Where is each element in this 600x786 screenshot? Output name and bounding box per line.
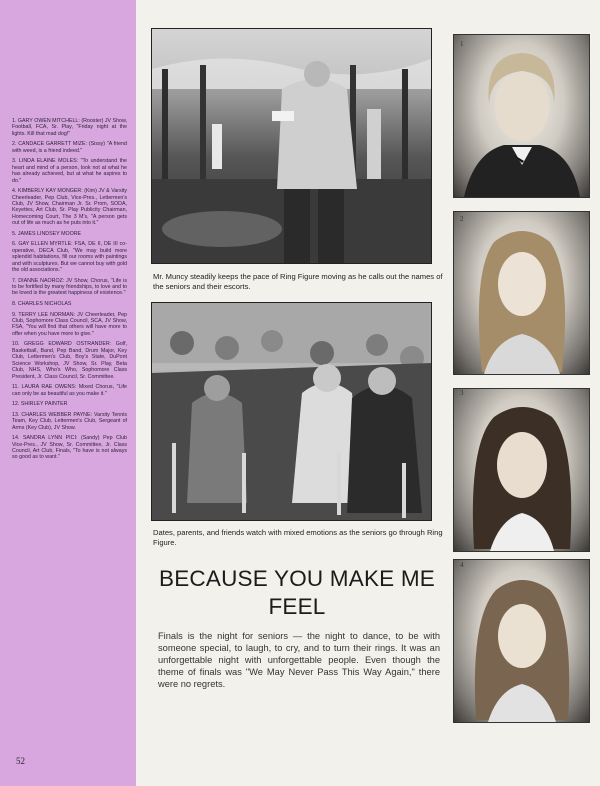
portrait-number: 3	[460, 389, 464, 397]
audience-photo	[151, 302, 432, 521]
bio-entry: 11. LAURA RAE OWENS: Mixed Chorus, "Life can only be as beautiful as you make it."	[12, 384, 127, 397]
page-number: 52	[16, 756, 25, 766]
bio-entry: 6. GAY ELLEN MYRTLE: FSA, DE II, DE III co-operative, DECA Club, "We may build more splendid habitations, fill our rooms with paintings and with sculptures. But we cannot buy with gold the old associations."	[12, 241, 127, 274]
photo-2-caption: Dates, parents, and friends watch with mixed emotions as the seniors go through Ring Figure.	[153, 528, 443, 547]
bio-entry: 3. LINDA ELAINE MOLES: "To understand the heart and mind of a person, look not at what he has already achieved, but at what he aspires to do."	[12, 158, 127, 184]
article-body: Finals is the night for seniors — the night to dance, to be with someone special, to laugh, to cry, and to turn their rings. It was an unforgettable night with unforgettable people. Even though the theme of finals was "We May Never Pass This Way Again," there were no regrets.	[158, 631, 440, 689]
bio-entry: 2. CANDACE GARRETT MIZE: (Sissy) "A friend with weed, is a friend indeed."	[12, 141, 127, 154]
bio-entry: 7. DIANNE NAOROZ: JV Show, Chorus, "Life is to be fortified by many friendships, to love and to be loved is the greatest happiness of existence."	[12, 277, 127, 297]
bio-entry: 8. CHARLES NICHOLAS	[12, 301, 72, 308]
portrait-number: 2	[460, 215, 464, 223]
portrait-number: 4	[460, 561, 464, 569]
page-headline	[152, 565, 442, 621]
bio-entry: 9. TERRY LEE NORMAN: JV Cheerleader, Pep Club, Sophomore Class Council, SCA, JV Show, FSA, "You will find that others will have more to offer when you have more to give."	[12, 311, 127, 337]
bio-entry: 10. GREGG EDWARD OSTRANDER: Golf, Basketball, Band, Pep Band, Drum Major, Key Club, Lettermen's Club, Boy's State, DuPont Science Workshop, JV Show, Sr. Play, Beta Club, NHS, Who's Who, Sophomore Class President, Jr. Class Council, Sr. Committee.	[12, 341, 127, 380]
bio-entry: 4. KIMBERLY KAY MONGER: (Kim) JV & Varsity Cheerleader, Pep Club, Vice-Pres., Lettermen's Club, JV Show, Chairman Jr. Sr. Prom, SODA, Keyettes, Art Club, Sr. Play Publicity Chairman, Homecoming Court, The 3 M's, "A person gets out of life as much as he puts into it."	[12, 188, 127, 227]
bio-entry: 5. JAMES LINDSEY MOORE	[12, 230, 82, 237]
headline-line-2: FEEL	[268, 594, 326, 619]
senior-portrait	[453, 559, 590, 723]
senior-bios	[12, 118, 127, 465]
ring-figure-announcer-photo	[151, 28, 432, 264]
senior-portrait	[453, 211, 590, 375]
senior-portrait	[453, 34, 590, 198]
photo-1-caption: Mr. Muncy steadily keeps the pace of Ring Figure moving as he calls out the names of the seniors and their escorts.	[153, 272, 443, 291]
bio-entry: 14. SANDRA LYNN PICI: (Sandy) Pep Club Vice-Pres., JV Show, Sr. Committee, Jr. Class Council, Art Club, Finals, "To have is not always so good as to want."	[12, 435, 127, 461]
bio-entry: 12. SHIRLEY PAINTER	[12, 401, 68, 408]
portrait-number: 1	[460, 40, 464, 48]
senior-portrait	[453, 388, 590, 552]
bio-entry: 1. GARY OWEN MITCHELL: (Rooster) JV Show, Football, FCA, Sr. Play, "Friday night at the lights. Kill that mad dog!"	[12, 118, 127, 137]
headline-line-1: BECAUSE YOU MAKE ME	[159, 566, 435, 591]
bio-entry: 13. CHARLES WEBBER PAYNE: Varsity Tennis Team, Key Club, Lettermen's Club, Sergeant of Arms (Key Club), JV Show.	[12, 411, 127, 431]
